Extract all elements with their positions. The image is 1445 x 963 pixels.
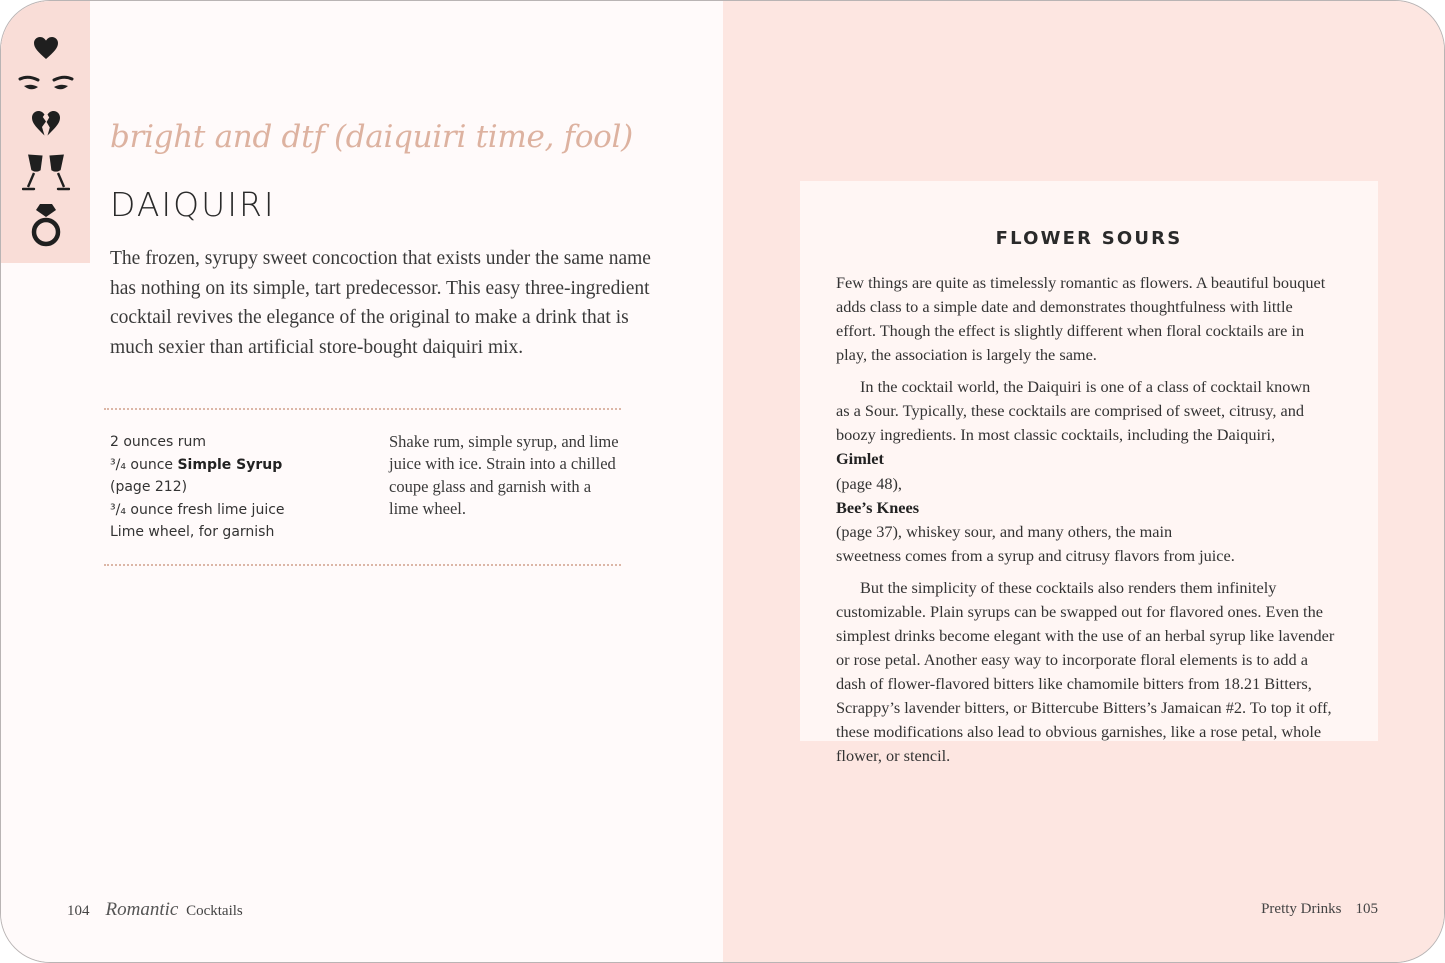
body-text: (page 37), whiskey sour, and many others, the main bbox=[836, 521, 1173, 541]
intro-line: has nothing on its simple, tart predecessor. This easy three-ingredient bbox=[110, 277, 650, 299]
ingredient-item: Lime wheel, for garnish bbox=[110, 524, 275, 540]
body-line: adds class to a simple date and demonstrates thoughtfulness with little bbox=[836, 297, 1293, 317]
left-page bbox=[1, 1, 723, 963]
body-line: In the cocktail world, the Daiquiri is one of a class of cocktail known bbox=[860, 377, 1311, 397]
ingredient-item bbox=[110, 454, 370, 477]
toasting-glasses-icon bbox=[1, 149, 90, 193]
simple-syrup-reference: Simple Syrup bbox=[177, 456, 283, 473]
gimlet-reference: Gimlet bbox=[836, 449, 884, 469]
body-line: effort. Though the effect is slightly different when floral cocktails are in bbox=[836, 321, 1305, 341]
recipe-intro bbox=[110, 244, 651, 362]
body-line: simplest drinks become elegant with the use of an herbal syrup like lavender bbox=[836, 625, 1335, 645]
ingredient-item: 2 ounces rum bbox=[110, 434, 206, 450]
body-line: flower, or stencil. bbox=[836, 746, 951, 766]
section-name: Pretty Drinks bbox=[1261, 901, 1342, 917]
ring-icon bbox=[1, 201, 90, 249]
body-text: (page 48), bbox=[836, 473, 902, 493]
dotted-divider-bottom bbox=[104, 564, 621, 566]
method-line: juice with ice. Strain into a chilled bbox=[389, 454, 616, 474]
book-title-italic: Romantic bbox=[105, 899, 179, 920]
body-line: play, the association is largely the same. bbox=[836, 345, 1097, 365]
method-line: Shake rum, simple syrup, and lime bbox=[389, 432, 619, 451]
method-line: lime wheel. bbox=[389, 498, 466, 518]
intro-line: The frozen, syrupy sweet concoction that exists under the same name bbox=[110, 248, 651, 269]
sidebar-title: FLOWER SOURS bbox=[995, 228, 1183, 249]
dotted-divider-top bbox=[104, 408, 621, 410]
book-title-word: Cocktails bbox=[186, 903, 243, 919]
body-line: as a Sour. Typically, these cocktails are comprised of sweet, citrusy, and bbox=[836, 401, 1305, 421]
ingredient-page-ref: (page 212) bbox=[110, 479, 188, 495]
body-line: or rose petal. Another easy way to incorporate floral elements is to add a bbox=[836, 650, 1308, 669]
broken-heart-icon bbox=[1, 110, 90, 138]
sidebar-paragraph-2 bbox=[836, 375, 1356, 568]
page-number-right: 105 bbox=[1355, 901, 1378, 917]
sidebar-paragraph-3 bbox=[836, 576, 1356, 769]
recipe-method bbox=[389, 431, 629, 520]
heart-icon bbox=[1, 35, 90, 61]
intro-line: cocktail revives the elegance of the original to make a drink that is bbox=[110, 307, 629, 328]
body-line bbox=[836, 423, 1356, 471]
ingredient-list bbox=[110, 431, 370, 544]
sidebar-paragraph-1 bbox=[836, 271, 1356, 367]
body-line: sweetness comes from a syrup and citrusy flavors from juice. bbox=[836, 545, 1235, 565]
body-line bbox=[836, 472, 1356, 544]
recipe-subtitle: bright and dtf (daiquiri time, fool) bbox=[110, 119, 633, 155]
body-line: Few things are quite as timelessly romantic as flowers. A beautiful bouquet bbox=[836, 273, 1326, 292]
sidebar-body bbox=[836, 271, 1356, 776]
ingredient-item: ³/₄ ounce fresh lime juice bbox=[110, 501, 285, 518]
body-text: boozy ingredients. In most classic cocktails, including the Daiquiri, bbox=[836, 425, 1276, 445]
eyes-icon bbox=[1, 75, 90, 95]
intro-line: much sexier than artificial store-bought daiquiri mix. bbox=[110, 336, 524, 358]
icon-sidebar bbox=[1, 1, 90, 263]
body-line: these modifications also lead to obvious garnishes, like a rose petal, whole bbox=[836, 722, 1322, 742]
ingredient-amount: ³/₄ ounce bbox=[110, 456, 178, 473]
recipe-title: DAIQUIRI bbox=[110, 185, 276, 224]
bees-knees-reference: Bee’s Knees bbox=[836, 497, 920, 517]
method-line: coupe glass and garnish with a bbox=[389, 476, 592, 496]
body-line: Scrappy’s lavender bitters, or Bittercube Bitters’s Jamaican #2. To top it off, bbox=[836, 698, 1332, 718]
flower-sours-sidebar bbox=[800, 181, 1378, 766]
left-folio bbox=[67, 899, 243, 921]
body-line: dash of flower-flavored bitters like chamomile bitters from 18.21 Bitters, bbox=[836, 674, 1312, 694]
right-folio bbox=[1261, 901, 1378, 918]
page-number-left: 104 bbox=[67, 903, 90, 919]
body-line: customizable. Plain syrups can be swapped out for flavored ones. Even the bbox=[836, 601, 1323, 621]
body-line: But the simplicity of these cocktails also renders them infinitely bbox=[860, 577, 1277, 597]
